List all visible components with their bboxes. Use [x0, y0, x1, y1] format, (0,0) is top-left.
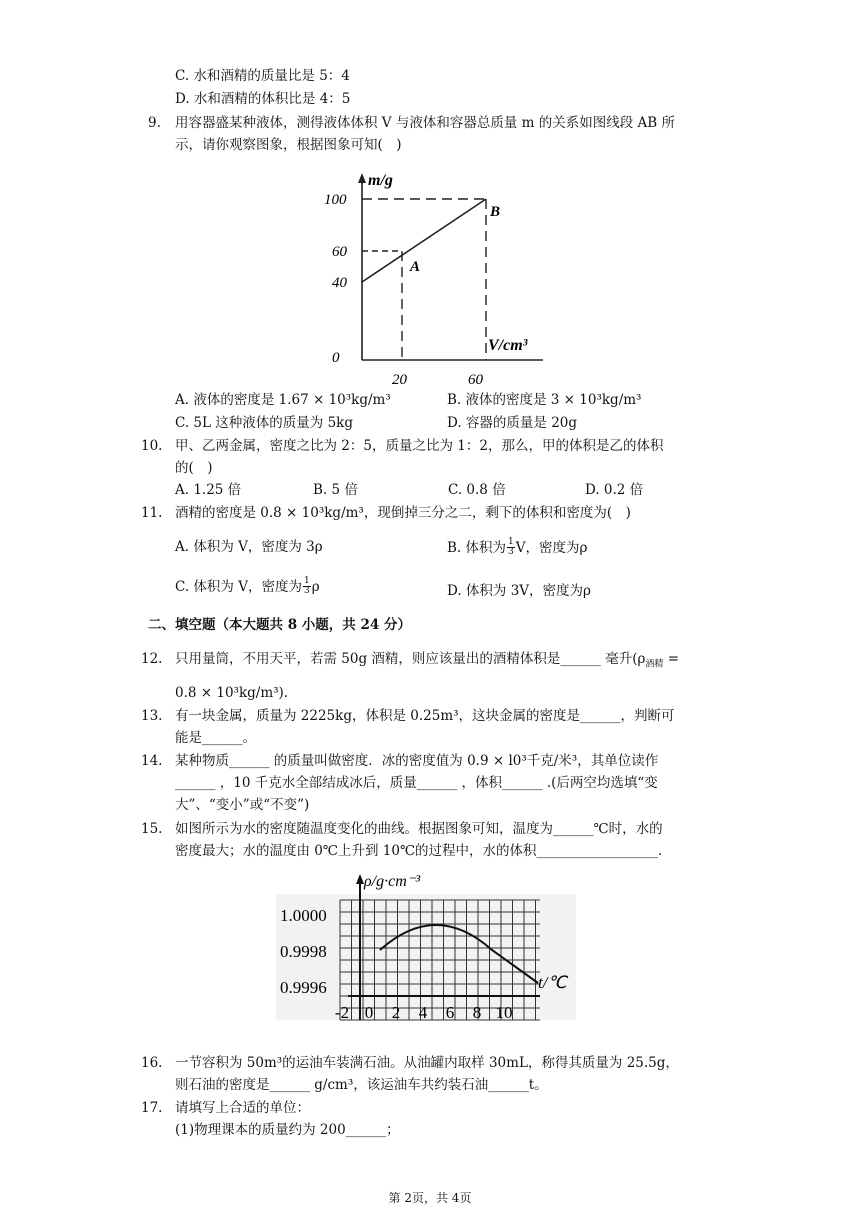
q9-option-c: C. 5L 这种液体的质量为 5kg: [175, 415, 353, 431]
page-footer: 第 2页，共 4页: [388, 1191, 472, 1205]
q15-xlabel: t/℃: [538, 973, 567, 992]
q16-number: 16.: [141, 1055, 163, 1071]
q15-x-tick-label: 0: [364, 1003, 374, 1022]
q9-number: 9.: [148, 115, 161, 131]
q11-option-a: A. 体积为 V，密度为 3ρ: [175, 539, 323, 555]
q11-number: 11.: [141, 505, 163, 521]
q11-option-c-pre: C. 体积为 V，密度为: [175, 578, 302, 595]
q11-option-b-frac-num: 1: [508, 537, 514, 547]
q16-line1: 一节容积为 50m³的运油车装满石油。从油罐内取样 30mL，称得其质量为 25.5g，: [175, 1055, 679, 1071]
q9-tick-x60: 60: [468, 372, 483, 388]
q13-line1: 有一块金属，质量为 2225kg，体积是 0.25m³，这块金属的密度是______，判断可: [175, 708, 675, 724]
q11-option-c-frac-den: 3: [303, 586, 310, 596]
q9-line2: 示，请你观察图象，根据图象可知( ): [175, 137, 402, 153]
q15-tick-y2: 0.9998: [280, 942, 327, 961]
q15-line2: 密度最大；水的温度由 0℃上升到 10℃的过程中，水的体积__________________.: [175, 843, 663, 859]
q9-tick-x20: 20: [392, 372, 407, 388]
q15-graph: [276, 870, 596, 1025]
section-fill-in-title: 二、填空题（本大题共 8 小题，共 24 分）: [148, 617, 411, 633]
q12-number: 12.: [141, 651, 163, 667]
q17-line1: 请填写上合适的单位：: [175, 1100, 310, 1116]
q15-line1: 如图所示为水的密度随温度变化的曲线。根据图象可知，温度为______℃时，水的: [175, 821, 663, 837]
q10-option-d: D. 0.2 倍: [585, 482, 644, 498]
q11-option-b-fraction: [507, 538, 515, 557]
q15-tick-y3: 0.9996: [280, 978, 327, 997]
q9-option-a: A. 液体的密度是 1.67 × 10³kg/m³: [175, 392, 391, 408]
q15-x-tick-label: 10: [495, 1003, 513, 1022]
q8-option-d: D. 水和酒精的体积比是 4：5: [175, 91, 351, 107]
q8-option-c: C. 水和酒精的质量比是 5：4: [175, 68, 350, 84]
q9-tick-40: 40: [332, 275, 347, 291]
q9-line1: 用容器盛某种液体，测得液体体积 V 与液体和容器总质量 m 的关系如图线段 AB 所: [175, 115, 675, 131]
q9-y-arrow: [358, 173, 366, 183]
q9-point-a: A: [410, 259, 421, 275]
q12-line1-text: 只用量筒，不用天平，若需 50g 酒精，则应该量出的酒精体积是______ 毫升(ρ: [175, 651, 646, 667]
q15-x-tick-label: 6: [445, 1003, 455, 1022]
q12-line2: 0.8 × 10³kg/m³).: [175, 685, 289, 701]
q9-segment-ab: [362, 199, 486, 282]
q14-number: 14.: [141, 753, 163, 769]
q14-line1: 某种物质______ 的质量叫做密度．冰的密度值为 0.9 × l0³千克/米³，其单位读作: [175, 753, 659, 769]
q9-xlabel: V/cm³: [488, 337, 528, 354]
q10-option-b: B. 5 倍: [313, 482, 358, 498]
q9-option-b: B. 液体的密度是 3 × 10³kg/m³: [447, 392, 642, 408]
q12-line1: [175, 650, 679, 674]
q9-tick-60: 60: [332, 244, 347, 260]
q11-option-c-post: ρ: [311, 578, 320, 595]
q14-line2: ______ ，10 千克水全部结成冰后，质量______ ，体积______ .(后两空均选填“变: [175, 775, 658, 791]
q11-option-d: D. 体积为 3V，密度为ρ: [447, 583, 591, 599]
q9-tick-100: 100: [324, 192, 347, 208]
q11-option-b-post: V，密度为ρ: [515, 539, 588, 556]
q16-line2: 则石油的密度是______ g/cm³，该运油车共约装石油______t。: [175, 1077, 548, 1093]
q11-option-b: [447, 538, 587, 557]
q13-line2: 能是______。: [175, 730, 256, 746]
q15-y-arrow: [356, 874, 364, 884]
q15-tick-y1: 1.0000: [280, 906, 327, 925]
q17-number: 17.: [141, 1100, 163, 1116]
q12-subscript: 酒精: [645, 659, 664, 670]
q11-option-b-pre: B. 体积为: [447, 539, 507, 556]
q11-option-c-frac-num: 1: [303, 576, 310, 586]
q14-line3: 大”、“变小”或“不变”): [175, 797, 310, 813]
q13-number: 13.: [141, 708, 163, 724]
q9-ylabel: m/g: [368, 172, 393, 189]
q15-x-tick-label: 8: [472, 1003, 482, 1022]
q17-line2: (1)物理课本的质量约为 200______；: [175, 1122, 400, 1138]
q10-option-a: A. 1.25 倍: [175, 482, 242, 498]
q9-graph: [318, 165, 558, 390]
q10-line2: 的( ): [175, 460, 213, 476]
q15-x-tick-label: 2: [391, 1003, 401, 1022]
q10-number: 10.: [141, 438, 163, 454]
q15-number: 15.: [141, 821, 163, 837]
q11-line1: 酒精的密度是 0.8 × 10³kg/m³，现倒掉三分之二，剩下的体积和密度为( ): [175, 505, 631, 521]
q10-line1: 甲、乙两金属，密度之比为 2：5，质量之比为 1：2，那么，甲的体积是乙的体积: [175, 438, 664, 454]
q10-option-c: C. 0.8 倍: [448, 482, 506, 498]
q15-ylabel: ρ/g·cm⁻³: [364, 873, 421, 890]
q11-option-c: [175, 577, 320, 596]
q9-origin: 0: [332, 350, 340, 366]
q12-equals: =: [663, 651, 680, 667]
q15-x-tick-label: 4: [418, 1003, 428, 1022]
q15-x-tick-label: -2: [334, 1003, 350, 1022]
q11-option-b-frac-den: 3: [508, 547, 514, 557]
q11-option-c-fraction: [303, 577, 311, 596]
q9-option-d: D. 容器的质量是 20g: [447, 415, 578, 431]
q9-point-b: B: [490, 204, 501, 220]
